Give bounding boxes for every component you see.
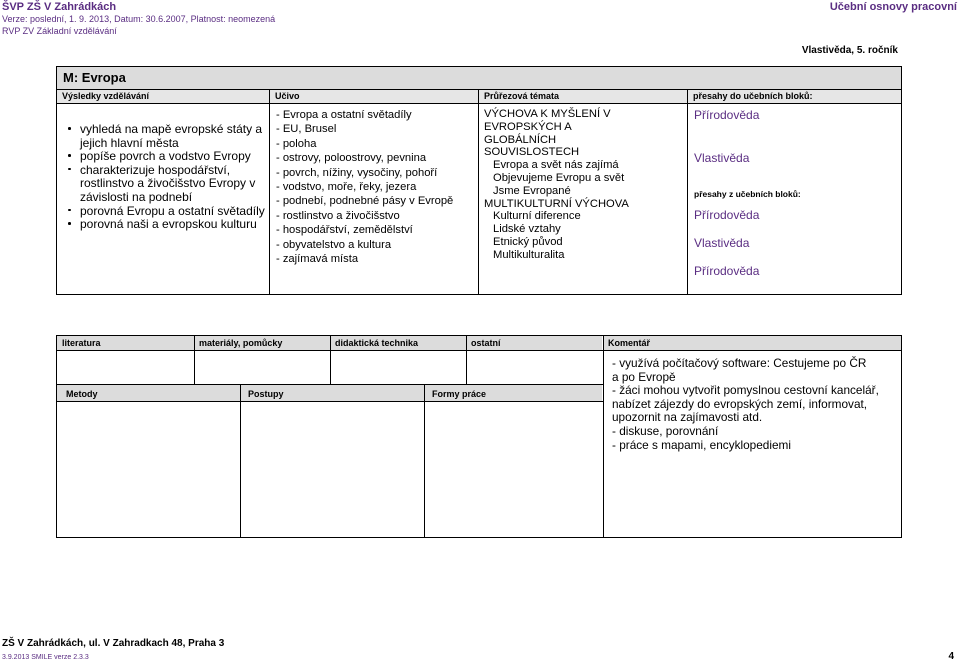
column-divider — [194, 335, 195, 385]
theme-item: Etnický původ — [493, 235, 563, 248]
curriculum-item: - poloha — [276, 137, 317, 150]
methods-header-band — [57, 385, 602, 401]
overlap-to-item: Vlastivěda — [694, 151, 750, 165]
comment-line: - diskuse, porovnání — [612, 423, 719, 438]
curriculum-item: - rostlinstvo a živočišstvo — [276, 209, 400, 222]
column-divider — [603, 335, 604, 538]
outcome-item: porovná Evropu a ostatní světadíly — [66, 205, 266, 219]
comment-line: - žáci mohou vytvořit pomyslnou cestovní kancelář, — [612, 383, 879, 398]
theme-heading: EVROPSKÝCH A — [484, 120, 572, 133]
comment-line: upozornit na zajímavosti atd. — [612, 410, 763, 425]
themes-list — [484, 108, 684, 262]
overlap-from-item: Vlastivěda — [694, 236, 750, 250]
label-materials: materiály, pomůcky — [199, 338, 283, 348]
theme-heading: GLOBÁLNÍCH — [484, 133, 557, 146]
header-curriculum: Učivo — [275, 91, 300, 101]
document-title: Učební osnovy pracovní — [829, 1, 957, 13]
column-divider — [330, 335, 331, 385]
theme-heading: SOUVISLOSTECH — [484, 146, 580, 159]
overlap-to-item: Přírodověda — [694, 108, 760, 122]
header-themes: Průřezová témata — [484, 91, 560, 101]
label-didactic: didaktická technika — [335, 338, 419, 348]
theme-item: Jsme Evropané — [493, 184, 571, 197]
column-divider — [478, 90, 479, 295]
comment-line: a po Evropě — [612, 369, 676, 384]
overlap-from-item: Přírodověda — [694, 264, 760, 278]
theme-heading: MULTIKULTURNÍ VÝCHOVA — [484, 197, 629, 210]
page-number: 4 — [948, 651, 954, 662]
curriculum-item: - povrch, nížiny, vysočiny, pohoří — [276, 166, 438, 179]
curriculum-item: - podnebí, podnebné pásy v Evropě — [276, 195, 454, 208]
theme-item: Lidské vztahy — [493, 223, 561, 236]
outcome-item: charakterizuje hospodářství, rostlinstvo a živočišstvo Evropy v závislosti na podnebí — [66, 164, 266, 205]
grade-label: Vlastivěda, 5. ročník — [801, 45, 898, 56]
overlap-from-item: Přírodověda — [694, 208, 760, 222]
curriculum-item: - Evropa a ostatní světadíly — [276, 109, 412, 121]
outcome-item: porovná naši a evropskou kulturu — [66, 218, 266, 232]
overlaps-from-header: přesahy z učebních bloků: — [694, 189, 801, 199]
outcome-item: popíše povrch a vodstvo Evropy — [66, 150, 266, 164]
curriculum-item: - hospodářství, zemědělství — [276, 224, 413, 237]
label-comment: Komentář — [608, 338, 651, 348]
theme-heading: VÝCHOVA K MYŠLENÍ V — [484, 108, 611, 120]
curriculum-list — [276, 108, 471, 266]
column-divider — [687, 90, 688, 295]
header-outcomes: Výsledky vzdělávání — [62, 91, 150, 101]
theme-item: Kulturní diference — [493, 210, 581, 223]
rvp-line: RVP ZV Základní vzdělávání — [2, 26, 117, 36]
curriculum-item: - ostrovy, poloostrovy, pevnina — [276, 152, 427, 165]
subject-bar — [56, 66, 902, 90]
curriculum-item: - EU, Brusel — [276, 123, 337, 136]
comment-line: nabízet zájezdy do evropských zemí, informovat, — [612, 396, 868, 411]
row-divider — [56, 401, 603, 402]
outcomes-list — [66, 123, 266, 232]
curriculum-item: - vodstvo, moře, řeky, jezera — [276, 181, 417, 194]
column-divider — [466, 335, 467, 385]
theme-item: Multikulturalita — [493, 248, 565, 261]
version-line: Verze: poslední, 1. 9. 2013, Datum: 30.6.2007, Platnost: neomezená — [2, 14, 276, 24]
header-overlaps-to: přesahy do učebních bloků: — [693, 91, 813, 101]
theme-item: Objevujeme Evropu a svět — [493, 171, 625, 184]
column-divider — [424, 385, 425, 538]
curriculum-item: - obyvatelstvo a kultura — [276, 238, 392, 251]
curriculum-item: - zajímavá místa — [276, 253, 359, 266]
column-divider — [269, 90, 270, 295]
label-procedures: Postupy — [248, 389, 284, 399]
comment-line: - práce s mapami, encyklopediemi — [612, 437, 791, 452]
row-divider — [603, 350, 901, 351]
footer-software-version: 3.9.2013 SMILE verze 2.3.3 — [2, 654, 89, 661]
outcome-item: vyhledá na mapě evropské státy a jejich hlavní města — [66, 123, 266, 150]
footer-school-address: ZŠ V Zahrádkách, ul. V Zahradkach 48, Praha 3 — [2, 638, 225, 649]
school-name: ŠVP ZŠ V Zahrádkách — [2, 1, 117, 13]
label-other: ostatní — [471, 338, 501, 348]
comment-line: - využívá počítačový software: Cestujeme po ČR — [612, 356, 867, 370]
column-divider — [240, 385, 241, 538]
label-forms: Formy práce — [432, 389, 487, 399]
label-methods: Metody — [66, 389, 98, 399]
theme-item: Evropa a svět nás zajímá — [493, 159, 619, 172]
label-literature: literatura — [62, 338, 101, 348]
subject-title: M: Evropa — [63, 70, 126, 85]
comment-list — [612, 357, 894, 452]
